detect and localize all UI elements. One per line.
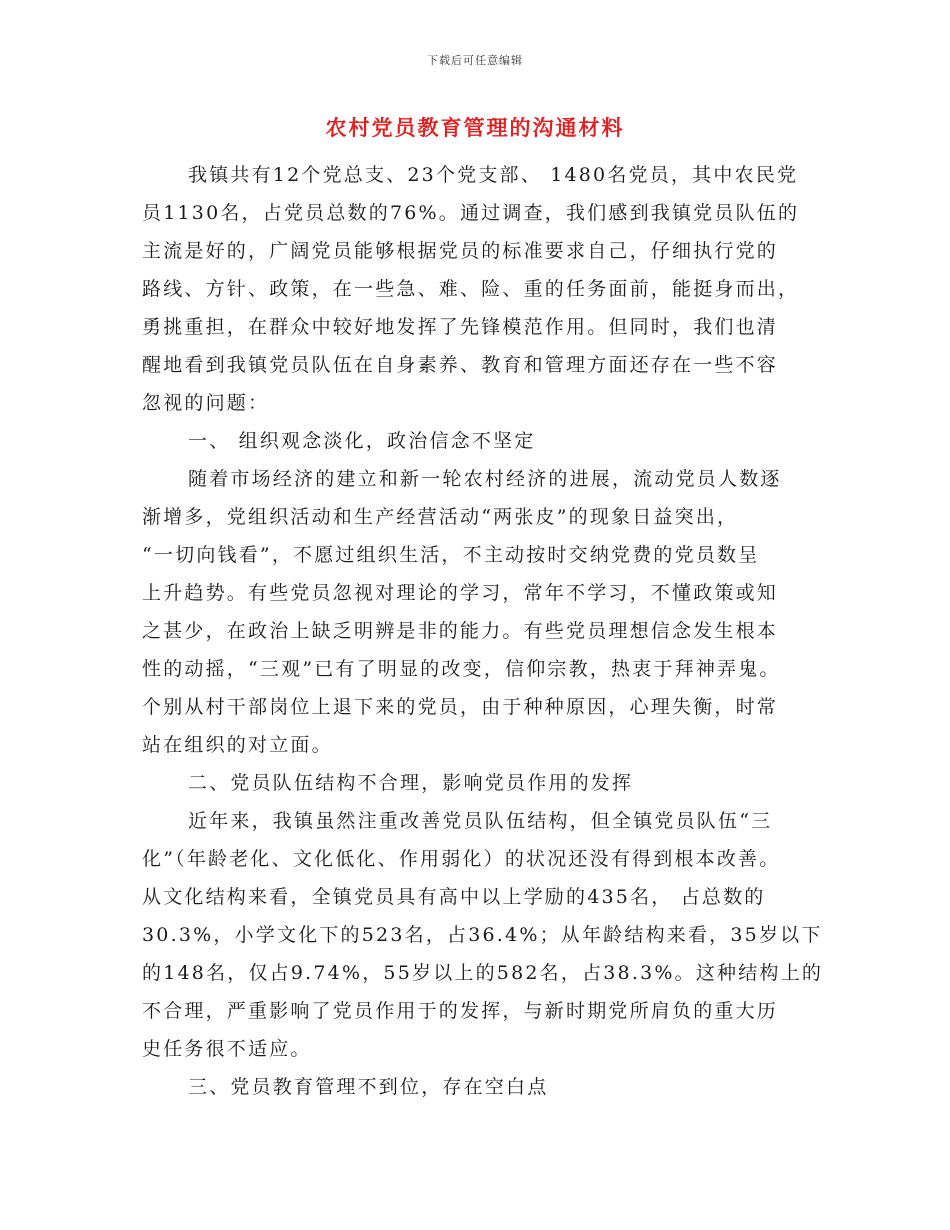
text-line: 随着市场经济的建立和新一轮农村经济的进展，流动党员人数逐 [188, 468, 782, 490]
text-line: 上升趋势。有些党员忽视对理论的学习，常年不学习，不懂政策或知 [142, 582, 779, 604]
text-line: 的148名，仅占9.74%，55岁以上的582名，占38.3%。这种结构上的 [142, 962, 824, 984]
text-line: 主流是好的，广阔党员能够根据党员的标准要求自己，仔细执行党的 [142, 240, 779, 262]
text-line: “一切向钱看”，不愿过组织生活，不主动按时交纳党费的党员数呈 [142, 544, 760, 566]
text-line: 个别从村干部岗位上退下来的党员，由于种种原因，心理失衡，时常 [142, 696, 779, 718]
text-line: 员1130名，占党员总数的76%。通过调查，我们感到我镇党员队伍的 [142, 202, 800, 224]
text-line: 二、党员队伍结构不合理，影响党员作用的发挥 [188, 772, 634, 794]
text-line: 我镇共有12个党总支、23个党支部、 1480名党员，其中农民党 [188, 164, 799, 186]
text-line: 三、党员教育管理不到位，存在空白点 [188, 1076, 549, 1098]
text-line: 史任务很不适应。 [142, 1038, 312, 1060]
text-line: 路线、方针、政策，在一些急、难、险、重的任务面前，能挺身而出， [142, 278, 800, 300]
text-line: 勇挑重担，在群众中较好地发挥了先锋模范作用。但同时，我们也清 [142, 316, 779, 338]
text-line: 站在组织的对立面。 [142, 734, 333, 756]
text-line: 化”（年龄老化、文化低化、作用弱化）的状况还没有得到根本改善。 [142, 848, 781, 870]
document-body [142, 156, 824, 1106]
document-title: 农村党员教育管理的沟通材料 [325, 115, 625, 140]
text-line: 之甚少，在政治上缺乏明辨是非的能力。有些党员理想信念发生根本 [142, 620, 779, 642]
text-line: 30.3%，小学文化下的523名，占36.4%；从年龄结构来看，35岁以下 [142, 924, 823, 946]
text-line: 近年来，我镇虽然注重改善党员队伍结构，但全镇党员队伍“三 [188, 810, 773, 832]
text-line: 性的动摇，“三观”已有了明显的改变，信仰宗教，热衷于拜神弄鬼。 [142, 658, 781, 680]
text-line: 从文化结构来看，全镇党员具有高中以上学励的435名， 占总数的 [142, 886, 766, 908]
page-header: 下载后可任意编辑 [427, 54, 523, 67]
text-line: 不合理，严重影响了党员作用于的发挥，与新时期党所肩负的重大历 [142, 1000, 779, 1022]
text-line: 忽视的问题： [142, 392, 270, 414]
text-line: 渐增多，党组织活动和生产经营活动“两张皮”的现象日益突出， [142, 506, 739, 528]
text-line: 醒地看到我镇党员队伍在自身素养、教育和管理方面还存在一些不容 [142, 354, 779, 376]
text-line: 一、 组织观念淡化，政治信念不坚定 [188, 430, 536, 452]
